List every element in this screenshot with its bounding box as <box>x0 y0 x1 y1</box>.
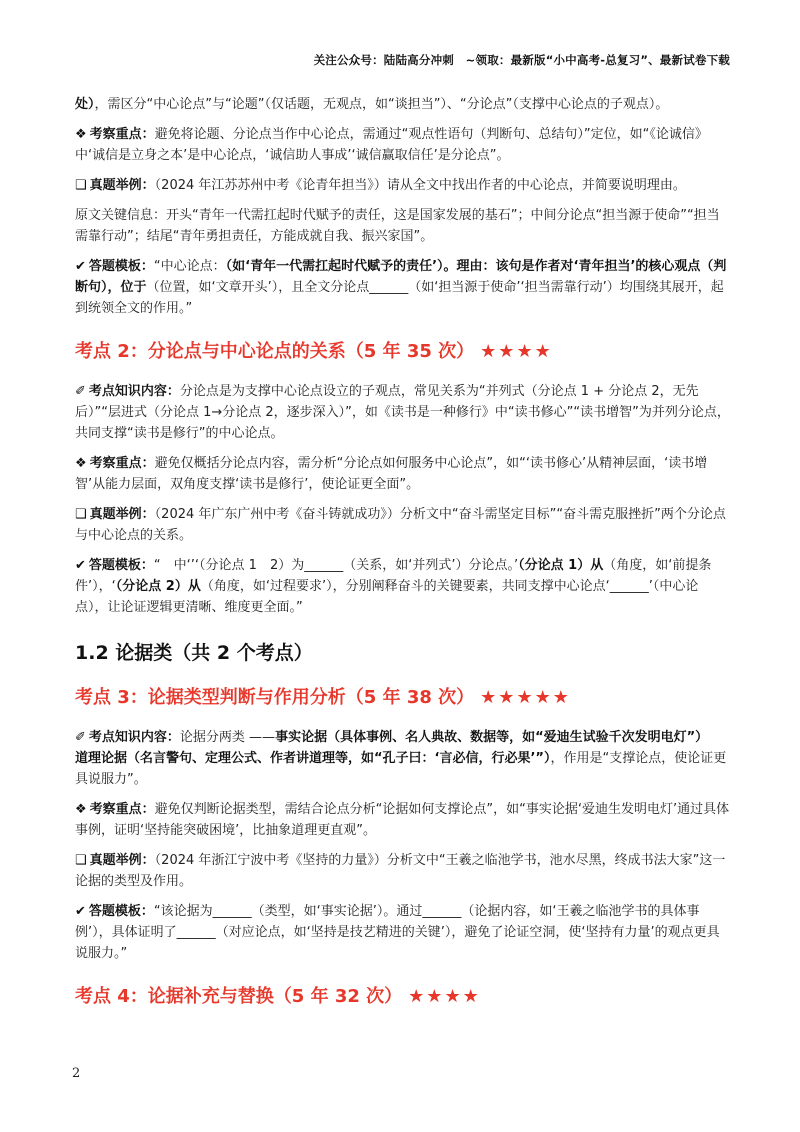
k2-focus: ❖ 考察重点：避免仅概括分论点内容，需分析“分论点如何服务中心论点”，如“‘读书修心’从精神层面，‘读书增智’从能力层面，双角度支撑‘读书是修行’，使论证更全面”。 <box>75 456 708 492</box>
page-header: 关注公众号：陆陆高分冲刺 ~领取：最新版“小中高考-总复习”、最新试卷下载 <box>313 53 730 67</box>
checkbox-icon: ❑ <box>75 178 87 193</box>
k3-example: ❑ 真题举例：（2024 年浙江宁波中考《坚持的力量》）分析文中“王羲之临池学书，池水尽黑，终成书法大家”这一论据的类型及作用。 <box>75 853 726 889</box>
section-title-k3: 考点 3：论据类型判断与作用分析（5 年 38 次） ★★★★★ <box>75 687 571 708</box>
section-title-k4: 考点 4：论据补充与替换（5 年 32 次） ★★★★ <box>75 986 481 1007</box>
section-heading-1-2: 1.2 论据类（共 2 个考点） <box>75 642 313 664</box>
top-continuation: 处），需区分“中心论点”与“论题”（仅话题，无观点，如“谈担当”）、“分论点”（支撑中心论点的子观点）。 <box>75 97 669 112</box>
pencil-icon: ✐ <box>75 384 86 399</box>
diamond-icon: ❖ <box>75 127 87 142</box>
star-rating: ★★★★ <box>480 341 553 362</box>
top-example: ❑ 真题举例：（2024 年江苏苏州中考《论青年担当》）请从全文中找出作者的中心论点，并简要说明理由。 <box>75 178 686 193</box>
k2-knowledge: ✐ 考点知识内容：分论点是为支撑中心论点设立的子观点，常见关系为“并列式（分论点 1 + 分论点 2，无先后）”“层进式（分论点 1→分论点 2，逐步深入）”，如《读书是一种修行》中“读书修心”“读书增智”为并列分论点，共同支撑“读书是修行”的中心论点。 <box>75 384 730 441</box>
star-rating: ★★★★ <box>408 986 481 1007</box>
top-template: ✔ 答题模板：“中心论点：（如‘青年一代需扛起时代赋予的责任’）。理由：该句是作者对‘青年担当’的核心观点（判断句），位于（位置，如‘文章开头’），且全文分论点______（如‘担当源于使命’‘担当需靠行动’）均围绕其展开，起到统领全文的作用。” <box>75 259 727 316</box>
check-icon: ✔ <box>75 904 86 919</box>
k3-knowledge: ✐ 考点知识内容：论据分两类 ——事实论据（具体事例、名人典故、数据等，如“爱迪生试验千次发明电灯”） 道理论据（名言警句、定理公式、作者讲道理等，如“孔子曰：‘言必信，行必果’”），作用是“支撑论点，使论证更具说服力”。 <box>75 730 727 787</box>
top-focus: ❖ 考察重点：避免将论题、分论点当作中心论点，需通过“观点性语句（判断句、总结句）”定位，如“《论诚信》中‘诚信是立身之本’是中心论点，‘诚信助人事成’‘诚信赢取信任’是分论点”。 <box>75 127 708 163</box>
section-title-k2: 考点 2：分论点与中心论点的关系（5 年 35 次） ★★★★ <box>75 341 553 362</box>
k3-template: ✔ 答题模板：“该论据为______（类型，如‘事实论据’）。通过______（论据内容，如‘王羲之临池学书的具体事例’），具体证明了______（对应论点，如‘坚持是技艺精进的关键’），避免了论证空洞，使‘坚持有力量’的观点更具说服力。” <box>75 904 720 961</box>
diamond-icon: ❖ <box>75 802 87 817</box>
star-rating: ★★★★★ <box>480 687 571 708</box>
pencil-icon: ✐ <box>75 730 86 745</box>
k3-focus: ❖ 考察重点：避免仅判断论据类型，需结合论点分析“论据如何支撑论点”，如“事实论据‘爱迪生发明电灯’通过具体事例，证明‘坚持能突破困境’，比抽象道理更直观”。 <box>75 802 730 838</box>
checkbox-icon: ❑ <box>75 507 87 522</box>
checkbox-icon: ❑ <box>75 853 87 868</box>
check-icon: ✔ <box>75 558 86 573</box>
check-icon: ✔ <box>75 259 86 274</box>
top-original-text: 原文关键信息：开头“青年一代需扛起时代赋予的责任，这是国家发展的基石”；中间分论点“担当源于使命”“担当需靠行动”；结尾“青年勇担责任，方能成就自我、振兴家国”。 <box>75 208 720 244</box>
page-number: 2 <box>72 1066 81 1081</box>
diamond-icon: ❖ <box>75 456 87 471</box>
page-content <box>75 94 730 1026</box>
k2-example: ❑ 真题举例：（2024 年广东广州中考《奋斗铸就成功》）分析文中“奋斗需坚定目标”“奋斗需克服挫折”两个分论点与中心论点的关系。 <box>75 507 726 543</box>
k2-template: ✔ 答题模板：“ 中‘’‘（分论点 1 2）为______（关系，如‘并列式’）分论点。’（分论点 1）从（角度，如‘前提条件’），‘（分论点 2）从（角度，如‘过程要求’），分别阐释奋斗的关键要素，共同支撑中心论点‘______’（中心论点），让论证逻辑更清晰、维度更全面。” <box>75 558 712 615</box>
